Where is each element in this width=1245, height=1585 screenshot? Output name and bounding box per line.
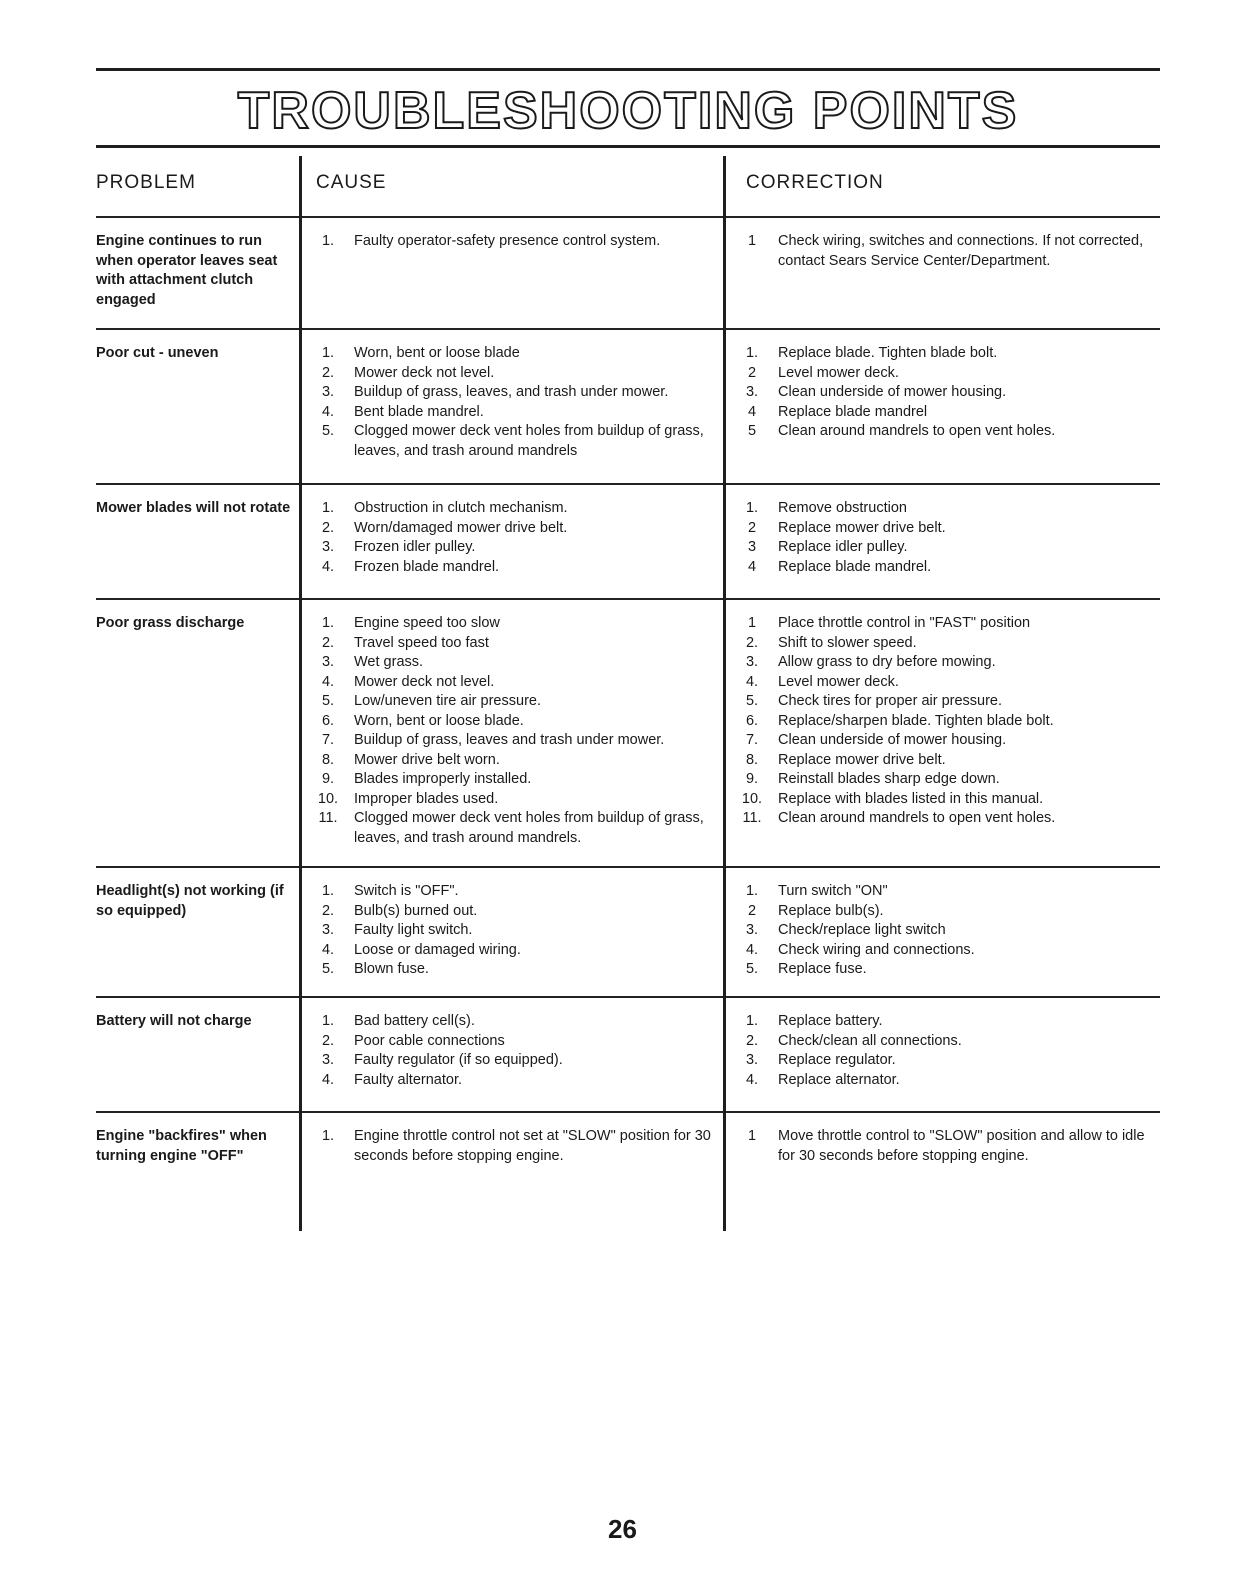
cause-item-text: Blades improperly installed. [354, 771, 532, 787]
correction-item-text: Replace fuse. [778, 961, 867, 977]
correction-cell [726, 344, 1160, 473]
correction-item-text: Place throttle control in "FAST" position [778, 615, 1031, 631]
cause-item-number: 1. [321, 345, 335, 361]
cause-item-text: Worn, bent or loose blade. [354, 712, 524, 729]
correction-item-text: Replace blade. Tighten blade bolt. [778, 345, 998, 361]
cause-cell [302, 232, 726, 318]
table-row [96, 866, 1160, 996]
cause-item-number: 2. [321, 902, 335, 919]
cause-item [308, 344, 726, 364]
correction-item [732, 614, 1160, 634]
cause-item-number: 2. [321, 1032, 335, 1049]
correction-item [732, 941, 1160, 961]
cause-item-number: 1. [321, 615, 335, 631]
cause-item-number: 1. [321, 500, 335, 516]
correction-item-number: 1. [745, 500, 759, 516]
column-divider-1 [299, 156, 302, 1231]
cause-cell [302, 614, 726, 856]
correction-item [732, 558, 1160, 578]
cause-cell [302, 1012, 726, 1101]
correction-item [732, 902, 1160, 922]
cause-item-number: 2. [321, 519, 335, 536]
correction-item-text: Level mower deck. [778, 364, 899, 381]
cause-item [308, 403, 726, 423]
cause-item-text: Loose or damaged wiring. [354, 941, 521, 958]
cause-item-text: Clogged mower deck vent holes from buildup of grass, leaves, and trash around mandrels [354, 423, 704, 459]
cause-item-text: Worn/damaged mower drive belt. [354, 519, 568, 536]
cause-item [308, 751, 726, 771]
correction-item-number: 1. [745, 1013, 759, 1029]
correction-item [732, 960, 1160, 980]
cause-item-number: 5. [321, 961, 335, 977]
cause-item [308, 731, 726, 751]
cause-item [308, 519, 726, 539]
correction-item-number: 6. [745, 712, 759, 729]
cause-item [308, 960, 726, 980]
cause-item-text: Faulty light switch. [354, 922, 473, 938]
table-row [96, 1111, 1160, 1231]
cause-item-number: 4. [321, 673, 335, 690]
correction-item-number: 8. [745, 751, 759, 768]
cause-item-number: 1. [321, 1128, 335, 1144]
table-row [96, 216, 1160, 328]
correction-item-number: 5. [745, 693, 759, 709]
correction-item-number: 3. [745, 654, 759, 670]
correction-cell [726, 1127, 1160, 1221]
cause-item [308, 383, 726, 403]
correction-item [732, 364, 1160, 384]
correction-item-number: 3 [747, 539, 757, 555]
cause-item-text: Engine speed too slow [354, 615, 500, 631]
correction-item-text: Clean around mandrels to open vent holes. [778, 423, 1056, 439]
correction-item-number: 3. [745, 1052, 759, 1068]
correction-item-number: 7. [745, 732, 759, 748]
correction-item [732, 403, 1160, 423]
correction-item-number: 2 [747, 519, 757, 536]
cause-item-text: Poor cable connections [354, 1032, 505, 1049]
header-problem: PROBLEM [96, 172, 196, 193]
cause-item-number: 4. [321, 1071, 335, 1088]
correction-item-text: Replace mower drive belt. [778, 519, 946, 536]
correction-item [732, 673, 1160, 693]
cause-item-number: 3. [321, 539, 335, 555]
correction-item-number: 5. [745, 961, 759, 977]
correction-cell [726, 232, 1160, 318]
cause-item-text: Engine throttle control not set at "SLOW" position for 30 seconds before stopping engine. [354, 1128, 711, 1164]
cause-item [308, 364, 726, 384]
correction-item-text: Clean around mandrels to open vent holes. [778, 810, 1056, 826]
correction-item [732, 653, 1160, 673]
correction-item-text: Replace mower drive belt. [778, 751, 946, 768]
cause-item-text: Faulty alternator. [354, 1071, 462, 1088]
correction-item [732, 232, 1160, 271]
correction-item-text: Check/clean all connections. [778, 1032, 962, 1049]
cause-item-number: 9. [321, 771, 335, 787]
cause-item-number: 3. [321, 922, 335, 938]
cause-item-text: Frozen idler pulley. [354, 539, 476, 555]
correction-item [732, 1012, 1160, 1032]
correction-cell [726, 1012, 1160, 1101]
correction-item [732, 731, 1160, 751]
correction-item-number: 4. [745, 1071, 759, 1088]
correction-item [732, 770, 1160, 790]
correction-item-text: Move throttle control to "SLOW" position and allow to idle for 30 seconds before stopping engine. [778, 1128, 1145, 1164]
problem-cell: Poor grass discharge [96, 615, 245, 631]
cause-item-text: Improper blades used. [354, 790, 499, 807]
cause-item [308, 499, 726, 519]
cause-item-text: Mower deck not level. [354, 673, 495, 690]
cause-item-number: 3. [321, 1052, 335, 1068]
cause-item [308, 558, 726, 578]
cause-cell [302, 344, 726, 473]
cause-item-number: 10. [317, 790, 339, 807]
cause-item-text: Low/uneven tire air pressure. [354, 693, 541, 709]
cause-item-text: Travel speed too fast [354, 634, 489, 651]
cause-item [308, 232, 726, 252]
cause-item [308, 809, 726, 848]
cause-item-number: 11. [318, 810, 338, 826]
correction-item [732, 1051, 1160, 1071]
cause-item [308, 692, 726, 712]
title-rule [96, 145, 1160, 148]
cause-item-number: 5. [321, 693, 335, 709]
correction-cell [726, 614, 1160, 856]
correction-item-number: 2 [747, 364, 757, 381]
cause-item-text: Wet grass. [354, 654, 424, 670]
cause-item-number: 4. [321, 558, 335, 575]
correction-item-text: Level mower deck. [778, 673, 899, 690]
cause-item-text: Switch is "OFF". [354, 883, 459, 899]
correction-item [732, 692, 1160, 712]
correction-item [732, 790, 1160, 810]
problem-cell: Mower blades will not rotate [96, 500, 291, 516]
cause-item-text: Worn, bent or loose blade [354, 345, 520, 361]
cause-item [308, 1032, 726, 1052]
problem-cell: Battery will not charge [96, 1013, 252, 1029]
correction-item-number: 1 [747, 615, 757, 631]
cause-item-text: Blown fuse. [354, 961, 429, 977]
cause-item-text: Bulb(s) burned out. [354, 902, 478, 919]
correction-item [732, 538, 1160, 558]
correction-item-text: Remove obstruction [778, 500, 907, 516]
cause-item-number: 6. [321, 712, 335, 729]
correction-item [732, 634, 1160, 654]
correction-item-text: Replace regulator. [778, 1052, 896, 1068]
cause-item [308, 1012, 726, 1032]
correction-item-number: 4 [747, 403, 757, 420]
correction-item-text: Replace alternator. [778, 1071, 900, 1088]
cause-cell [302, 882, 726, 986]
cause-item-number: 3. [321, 654, 335, 670]
correction-item [732, 519, 1160, 539]
correction-item-text: Replace/sharpen blade. Tighten blade bolt. [778, 712, 1054, 729]
correction-cell [726, 499, 1160, 588]
problem-cell: Headlight(s) not working (if so equipped) [96, 883, 284, 919]
cause-cell [302, 1127, 726, 1221]
correction-item-text: Replace blade mandrel. [778, 558, 932, 575]
correction-item [732, 809, 1160, 829]
correction-item [732, 499, 1160, 519]
cause-item [308, 1127, 726, 1166]
table-row [96, 996, 1160, 1111]
cause-item [308, 673, 726, 693]
cause-item-number: 2. [321, 634, 335, 651]
cause-item [308, 712, 726, 732]
correction-item-text: Check wiring and connections. [778, 941, 975, 958]
problem-cell: Engine "backfires" when turning engine "OFF" [96, 1128, 267, 1164]
table-body [96, 216, 1160, 1231]
cause-item [308, 941, 726, 961]
correction-item-number: 4. [745, 673, 759, 690]
cause-item [308, 422, 726, 461]
cause-item-text: Mower deck not level. [354, 364, 495, 381]
correction-item [732, 1032, 1160, 1052]
correction-item-number: 2. [745, 634, 759, 651]
correction-item-text: Allow grass to dry before mowing. [778, 654, 996, 670]
cause-item-text: Faulty regulator (if so equipped). [354, 1052, 563, 1068]
column-divider-2 [723, 156, 726, 1231]
cause-item [308, 1051, 726, 1071]
correction-item-text: Shift to slower speed. [778, 634, 917, 651]
troubleshooting-page [96, 68, 1160, 1231]
cause-item-text: Bent blade mandrel. [354, 403, 484, 420]
correction-item-text: Turn switch "ON" [778, 883, 888, 899]
page-title: TROUBLESHOOTING POINTS [237, 82, 1019, 140]
correction-item-text: Reinstall blades sharp edge down. [778, 771, 1000, 787]
correction-item [732, 751, 1160, 771]
cause-cell [302, 499, 726, 588]
cause-item [308, 634, 726, 654]
cause-item [308, 790, 726, 810]
correction-item-text: Check/replace light switch [778, 922, 946, 938]
cause-item-text: Obstruction in clutch mechanism. [354, 500, 568, 516]
correction-item-text: Clean underside of mower housing. [778, 384, 1007, 400]
top-rule [96, 68, 1160, 71]
header-correction: CORRECTION [746, 172, 884, 193]
cause-item-text: Buildup of grass, leaves, and trash under mower. [354, 384, 669, 400]
cause-item [308, 1071, 726, 1091]
correction-cell [726, 882, 1160, 986]
cause-item-number: 7. [321, 732, 335, 748]
correction-item-text: Replace idler pulley. [778, 539, 908, 555]
correction-item-number: 2. [745, 1032, 759, 1049]
correction-item-number: 4 [747, 558, 757, 575]
troubleshooting-table [96, 156, 1160, 1231]
correction-item [732, 422, 1160, 442]
correction-item [732, 1127, 1160, 1166]
correction-item-number: 5 [747, 423, 757, 439]
table-row [96, 598, 1160, 866]
correction-item-text: Check wiring, switches and connections. If not corrected, contact Sears Service Center/Department. [778, 233, 1144, 269]
cause-item-number: 1. [321, 1013, 335, 1029]
cause-item-text: Frozen blade mandrel. [354, 558, 500, 575]
correction-item-number: 9. [745, 771, 759, 787]
correction-item [732, 921, 1160, 941]
cause-item-number: 4. [321, 403, 335, 420]
table-header [96, 156, 1160, 216]
correction-item-number: 1 [747, 1128, 757, 1144]
correction-item-number: 1 [747, 233, 757, 249]
correction-item-number: 11. [742, 810, 762, 826]
correction-item-text: Replace bulb(s). [778, 902, 884, 919]
correction-item [732, 882, 1160, 902]
correction-item-number: 4. [745, 941, 759, 958]
page-number: 26 [608, 1514, 637, 1544]
correction-item-number: 3. [745, 384, 759, 400]
cause-item-number: 4. [321, 941, 335, 958]
correction-item [732, 1071, 1160, 1091]
correction-item-text: Replace with blades listed in this manual. [778, 790, 1044, 807]
table-row [96, 328, 1160, 483]
cause-item [308, 902, 726, 922]
correction-item-number: 1. [745, 345, 759, 361]
correction-item [732, 344, 1160, 364]
cause-item [308, 921, 726, 941]
cause-item [308, 538, 726, 558]
cause-item-number: 3. [321, 384, 335, 400]
correction-item [732, 383, 1160, 403]
correction-item-text: Replace blade mandrel [778, 403, 928, 420]
cause-item-number: 1. [321, 883, 335, 899]
cause-item-number: 8. [321, 751, 335, 768]
cause-item-text: Bad battery cell(s). [354, 1013, 475, 1029]
cause-item-number: 5. [321, 423, 335, 439]
cause-item-number: 1. [321, 233, 335, 249]
cause-item [308, 882, 726, 902]
header-cause: CAUSE [316, 172, 387, 193]
cause-item-text: Clogged mower deck vent holes from buildup of grass, leaves, and trash around mandrels. [354, 810, 704, 846]
cause-item [308, 770, 726, 790]
correction-item-number: 3. [745, 922, 759, 938]
cause-item [308, 653, 726, 673]
correction-item-text: Clean underside of mower housing. [778, 732, 1007, 748]
correction-item-number: 1. [745, 883, 759, 899]
correction-item-text: Replace battery. [778, 1013, 883, 1029]
correction-item-number: 2 [747, 902, 757, 919]
correction-item-text: Check tires for proper air pressure. [778, 693, 1003, 709]
cause-item-text: Mower drive belt worn. [354, 751, 500, 768]
table-row [96, 483, 1160, 598]
cause-item-text: Buildup of grass, leaves and trash under mower. [354, 732, 665, 748]
problem-cell: Poor cut - uneven [96, 345, 219, 361]
correction-item-number: 10. [741, 790, 763, 807]
problem-cell: Engine continues to run when operator leaves seat with attachment clutch engaged [96, 233, 278, 308]
cause-item-text: Faulty operator-safety presence control system. [354, 233, 661, 249]
correction-item [732, 712, 1160, 732]
cause-item-number: 2. [321, 364, 335, 381]
cause-item [308, 614, 726, 634]
